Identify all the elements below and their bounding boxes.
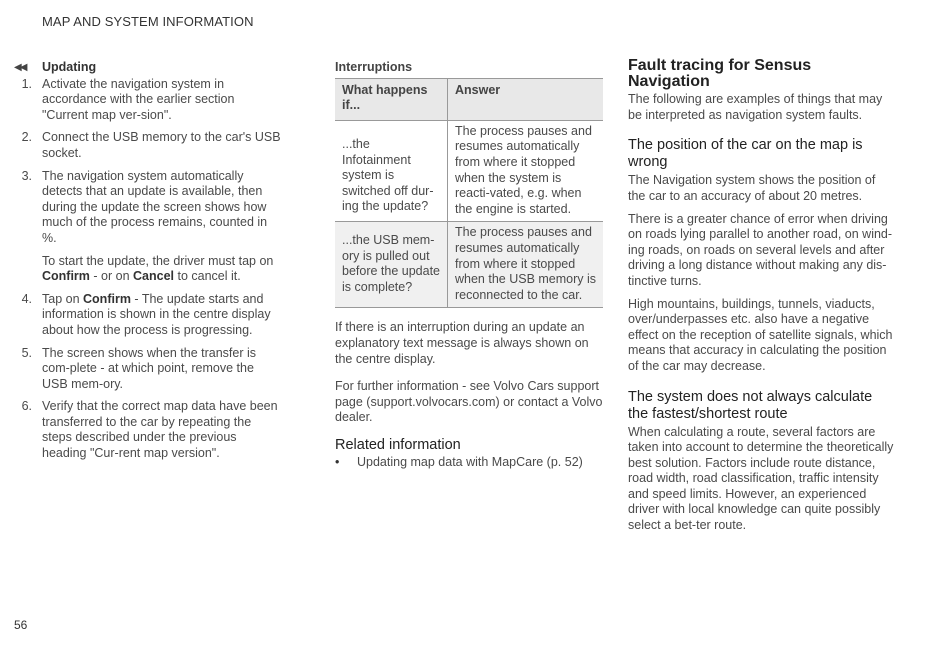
subsection-heading: The system does not always calculate the fastest/shortest route: [628, 388, 873, 422]
intro-paragraph: The following are examples of things that may be interpreted as navigation system faults.: [628, 92, 883, 122]
step-number: 4.: [21, 291, 32, 306]
step-text: The screen shows when the transfer is com-plete - at which point, remove the USB mem-ory.: [42, 345, 256, 391]
step-number: 6.: [21, 399, 32, 414]
table-row: [335, 222, 603, 308]
list-item: [14, 399, 314, 461]
paragraph: The Navigation system shows the position of the car to an accuracy of about 20 metres.: [628, 173, 876, 203]
step-number: 2.: [21, 130, 32, 145]
double-chevron-left-icon: ◀◀: [14, 62, 26, 73]
table-cell: The process pauses and resumes automatically from where it stopped when the system is reacti-vated, e.g. when the engine is started.: [448, 120, 604, 222]
step-number: 3.: [21, 168, 32, 183]
list-item: [335, 455, 603, 471]
table-title: Interruptions: [335, 60, 413, 74]
table-header-row: [335, 78, 603, 120]
column-header: Answer: [448, 78, 604, 120]
updating-heading-row: [14, 60, 314, 76]
step-text: Tap on Confirm - The update starts and information is shown in the centre display about how the process is progressing.: [42, 291, 271, 337]
fault-tracing-column: [628, 58, 896, 541]
confirm-term: Confirm: [83, 291, 131, 306]
step-note: To start the update, the driver must tap on Confirm - or on Cancel to cancel it.: [42, 253, 274, 284]
step-text: Activate the navigation system in accordance with the earlier section "Current map ver-sion".: [42, 76, 235, 122]
subsection-heading: The position of the car on the map is wrong: [628, 137, 863, 171]
paragraph: High mountains, buildings, tunnels, viaducts, over/underpasses etc. also have a negative effect on the reception of satellite signals, which means that accuracy in calculating the position of the car may decrease.: [628, 296, 893, 373]
list-item: [14, 130, 314, 161]
update-steps-list: [14, 77, 314, 462]
related-link[interactable]: Updating map data with MapCare (p. 52): [357, 455, 583, 470]
step-text: Verify that the correct map data have been transferred to the car by repeating the steps described under the previous heading "Cur-rent map version".: [42, 399, 278, 461]
table-cell: ...the Infotainment system is switched off dur-ing the update?: [335, 120, 448, 222]
paragraph: When calculating a route, several factors are taken into account to determine the theoretically best solution. Factors include route distance, road width, road classification, traffic intensity and speed limits. However, an experienced driver with local knowledge can quite possibly select a bet-ter route.: [628, 424, 894, 533]
interruptions-table: [335, 78, 603, 309]
interruption-paragraph: If there is an interruption during an update an explanatory text message is always shown on the centre display.: [335, 320, 589, 366]
list-item: [14, 169, 314, 285]
support-paragraph: For further information - see Volvo Cars support page (support.volvocars.com) or contact a Volvo dealer.: [335, 379, 603, 425]
confirm-term: Confirm: [42, 269, 90, 284]
step-number: 5.: [21, 345, 32, 360]
step-text: Connect the USB memory to the car's USB socket.: [42, 130, 281, 160]
table-row: [335, 120, 603, 222]
step-text: The navigation system automatically detects that an update is available, then during the update the screen shows how much of the process remains, counted in %.: [42, 168, 268, 245]
section-title: Fault tracing for Sensus Navigation: [628, 57, 812, 90]
cancel-term: Cancel: [133, 269, 174, 284]
interruptions-column: [335, 60, 603, 471]
updating-column: [14, 60, 314, 469]
list-item: [14, 346, 314, 393]
page-number: 56: [14, 618, 28, 632]
bullet-icon: •: [335, 455, 340, 470]
page-header: MAP AND SYSTEM INFORMATION: [42, 14, 254, 29]
table-cell: The process pauses and resumes automatically from where it stopped when the USB memory is reconnected to the car.: [448, 222, 604, 308]
paragraph: There is a greater chance of error when driving on roads lying parallel to another road, on wind-ing roads, on roads on several levels and after driving a long distance without making any dis-tinctive turns.: [628, 211, 893, 288]
column-header: What happens if...: [335, 78, 448, 120]
list-item: [14, 77, 314, 124]
table-cell: ...the USB mem-ory is pulled out before the update is complete?: [335, 222, 448, 308]
list-item: [14, 292, 314, 339]
updating-heading: Updating: [42, 60, 97, 74]
related-info-heading: Related information: [335, 436, 461, 453]
step-number: 1.: [21, 76, 32, 91]
